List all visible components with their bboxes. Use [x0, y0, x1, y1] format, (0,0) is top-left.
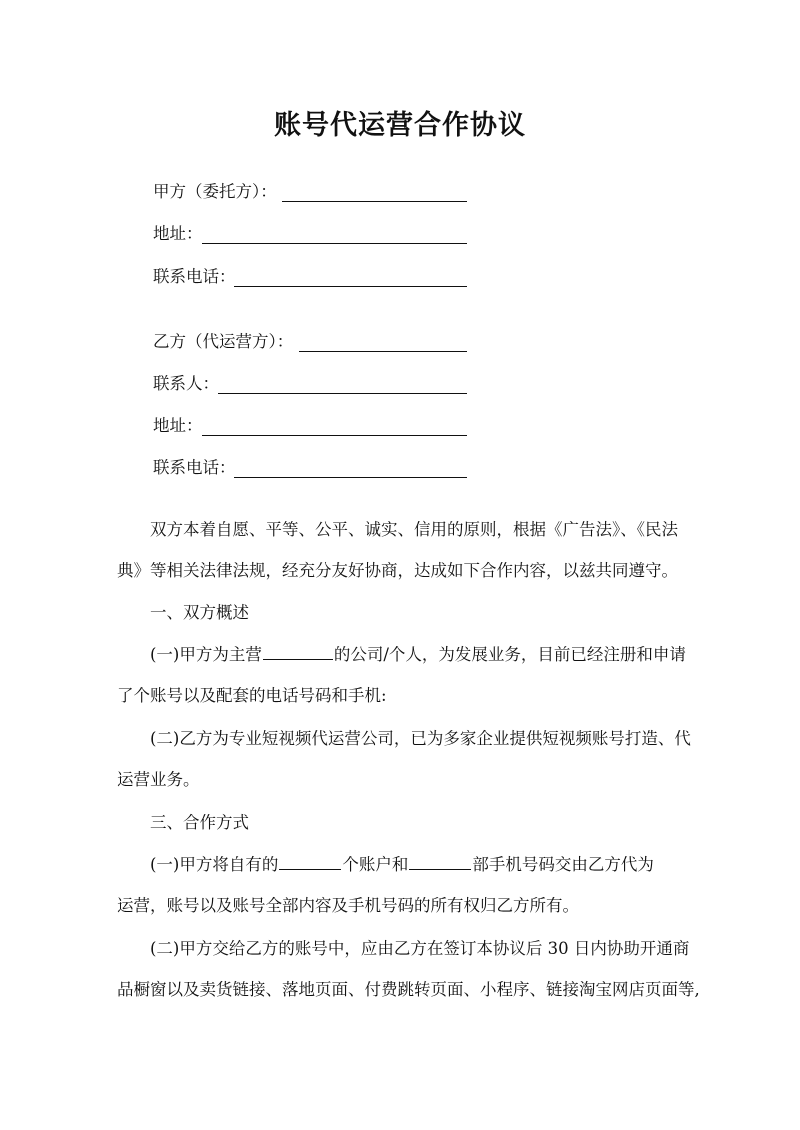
section-3-item-1 — [117, 844, 687, 926]
account-count-blank — [279, 850, 341, 870]
main-business-blank — [263, 640, 333, 660]
party-a-phone-blank — [234, 286, 467, 287]
document-title: 账号代运营合作协议 — [274, 110, 526, 141]
party-b-address-label: 地址： — [153, 416, 203, 435]
party-a-name-label: 甲方（委托方）： — [153, 182, 277, 201]
party-b-phone-label: 联系电话： — [153, 458, 236, 477]
clause-text: 个账户和 — [342, 855, 409, 874]
section-1-item-2 — [117, 718, 691, 800]
clause-line: 运营业务。 — [117, 770, 200, 789]
clause-line: 品橱窗以及卖货链接、落地页面、付费跳转页面、小程序、链接淘宝网店页面等, — [117, 980, 700, 999]
party-b-contact-label: 联系人： — [153, 374, 219, 393]
clause-text: (一)甲方将自有的 — [150, 855, 279, 874]
clause-line: 运营，账号以及账号全部内容及手机号码的所有权归乙方所有。 — [117, 896, 579, 915]
party-b-contact-blank — [218, 393, 467, 394]
party-a-name-blank — [282, 201, 467, 202]
party-b-name-field — [153, 327, 467, 357]
section-3-heading — [117, 802, 687, 843]
party-a-name-field — [153, 177, 467, 207]
party-a-phone-label: 联系电话： — [153, 267, 236, 286]
section-1-heading — [117, 592, 687, 633]
party-b-name-label: 乙方（代运营方）： — [153, 332, 294, 351]
clause-line — [117, 634, 687, 675]
clause-line — [117, 844, 687, 885]
party-b-phone-blank — [234, 477, 467, 478]
party-a-address-label: 地址： — [153, 224, 203, 243]
party-b-address-field — [153, 411, 467, 441]
party-b-phone-field — [153, 453, 467, 483]
section-heading: 一、双方概述 — [150, 603, 249, 622]
intro-line: 双方本着自愿、平等、公平、诚实、信用的原则，根据《广告法》、《民法 — [150, 520, 678, 539]
party-a-address-field — [153, 219, 467, 249]
clause-line: (二)乙方为专业短视频代运营公司，已为多家企业提供短视频账号打造、代 — [150, 729, 691, 748]
section-heading: 三、合作方式 — [150, 813, 249, 832]
party-a-phone-field — [153, 262, 467, 292]
intro-line: 典》等相关法律法规，经充分友好协商，达成如下合作内容，以兹共同遵守。 — [117, 561, 678, 580]
intro-paragraph — [117, 509, 687, 591]
clause-text: 部手机号码交由乙方代为 — [472, 855, 654, 874]
party-b-name-blank — [299, 351, 467, 352]
clause-line: (二)甲方交给乙方的账号中，应由乙方在签订本协议后 30 日内协助开通商 — [150, 939, 690, 958]
clause-text: 的公司/个人，为发展业务，目前已经注册和申请 — [333, 645, 686, 664]
section-1-item-1 — [117, 634, 687, 716]
clause-line: 了个账号以及配套的电话号码和手机: — [117, 686, 387, 705]
phone-count-blank — [409, 850, 471, 870]
party-b-address-blank — [202, 435, 467, 436]
party-a-address-blank — [202, 243, 467, 244]
clause-text: (一)甲方为主营 — [150, 645, 262, 664]
section-3-item-2 — [117, 928, 700, 1010]
party-b-contact-field — [153, 369, 467, 399]
